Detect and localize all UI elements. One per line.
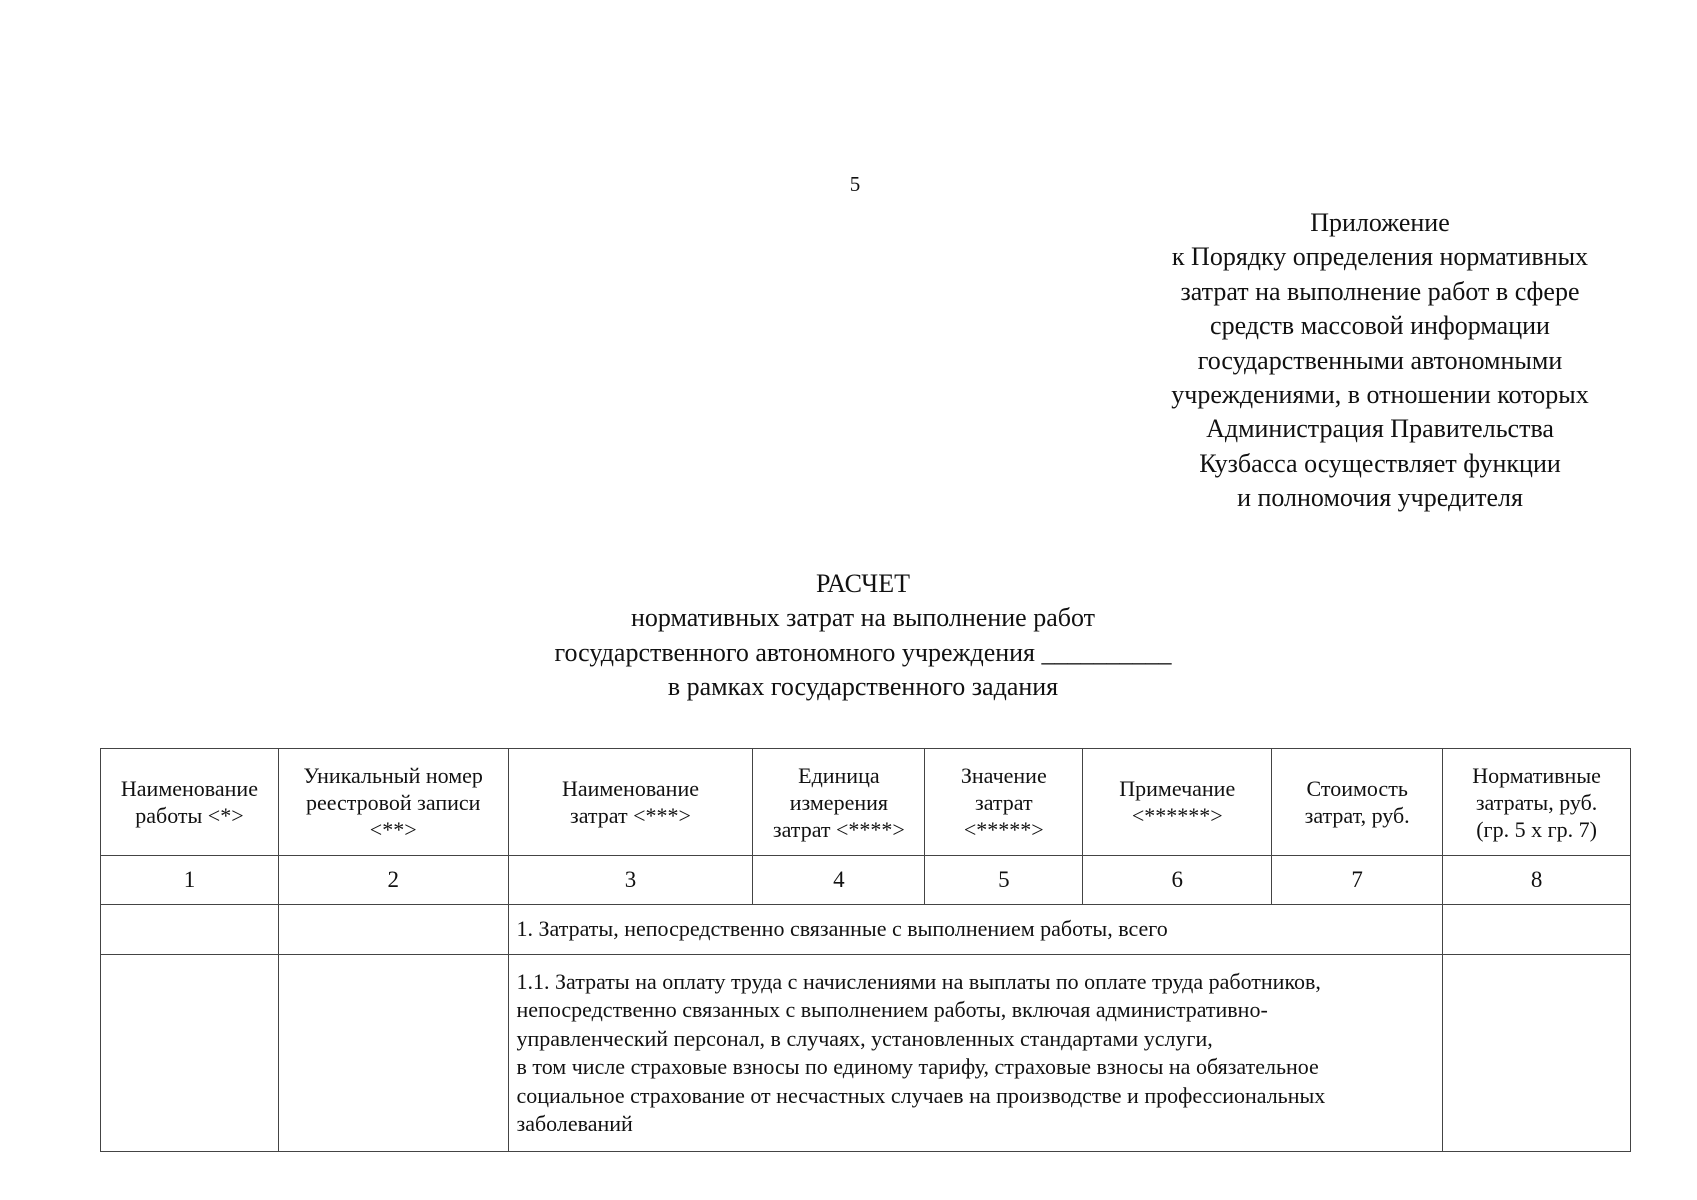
empty-cell (101, 905, 279, 955)
appendix-line: к Порядку определения нормативных (1171, 242, 1589, 272)
header-cell: Стоимость затрат, руб. (1272, 749, 1443, 856)
calculation-table (100, 748, 1631, 1152)
appendix-line: учреждениями, в отношении которых (1171, 380, 1589, 410)
column-number-cell: 3 (508, 856, 753, 905)
table-row (101, 955, 1631, 1152)
title-line: нормативных затрат на выполнение работ (630, 603, 1095, 633)
title-heading: РАСЧЕТ (816, 569, 910, 598)
column-number-cell: 4 (753, 856, 925, 905)
empty-cell (101, 955, 279, 1152)
header-cell: Единица измерения затрат <****> (753, 749, 925, 856)
column-number-cell: 5 (925, 856, 1083, 905)
header-cell: Наименование работы <*> (101, 749, 279, 856)
table-header-row (101, 749, 1631, 856)
appendix-line: Администрация Правительства (1206, 414, 1554, 444)
appendix-line: государственными автономными (1197, 345, 1563, 375)
header-cell: Наименование затрат <***> (508, 749, 753, 856)
appendix-line: Приложение (1310, 208, 1450, 237)
header-cell: Нормативные затраты, руб. (гр. 5 х гр. 7) (1443, 749, 1631, 856)
appendix-caption (1140, 206, 1620, 516)
column-number-cell: 8 (1443, 856, 1631, 905)
title-line: в рамках государственного задания (667, 672, 1059, 702)
header-cell: Уникальный номер реестровой записи <**> (278, 749, 508, 856)
column-number-cell: 7 (1272, 856, 1443, 905)
empty-cell (1443, 905, 1631, 955)
cost-category-cell: 1. Затраты, непосредственно связанные с выполнением работы, всего (508, 905, 1443, 955)
table-row (101, 905, 1631, 955)
appendix-line: затрат на выполнение работ в сфере (1180, 276, 1580, 306)
column-number-cell: 6 (1083, 856, 1272, 905)
document-title (0, 567, 1697, 705)
empty-cell (278, 955, 508, 1152)
column-number-cell: 2 (278, 856, 508, 905)
page-number: 5 (849, 172, 861, 196)
column-number-cell: 1 (101, 856, 279, 905)
header-cell: Значение затрат <*****> (925, 749, 1083, 856)
cost-subcategory-cell: 1.1. Затраты на оплату труда с начислениями на выплаты по оплате труда работников, непосредственно связанных с выполнением работы, включая административно- управленческий персонал, в случаях, установленных стандартами услуги, в том числе страховые взносы по единому тарифу, страховые взносы на обязательное социальное страхование от несчастных случаев на производстве и профессиональных заболеваний (508, 955, 1443, 1152)
empty-cell (1443, 955, 1631, 1152)
appendix-line: и полномочия учредителя (1237, 483, 1523, 513)
column-number-row (101, 856, 1631, 905)
empty-cell (278, 905, 508, 955)
title-line: государственного автономного учреждения __________ (554, 637, 1172, 667)
appendix-line: средств массовой информации (1210, 311, 1550, 341)
appendix-line: Кузбасса осуществляет функции (1199, 448, 1561, 478)
header-cell: Примечание <******> (1083, 749, 1272, 856)
